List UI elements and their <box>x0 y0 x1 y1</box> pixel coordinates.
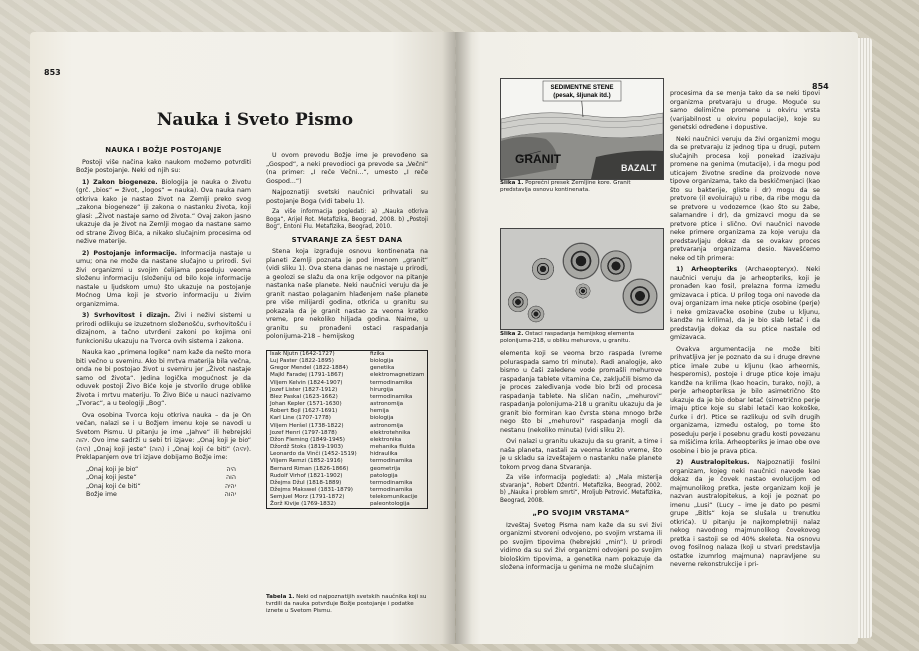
figure-2-caption-text: Ostaci raspadanja hemijskog elementa polonijuma-218, u obliku mehurova, u granitu. <box>500 331 635 345</box>
polonium-halo <box>599 249 633 283</box>
text-dizajn: Živi i neživi sistemi u prirodi odlikuju se izuzetnom složenošću, svrhovitošću i dizajnom, a tačno utvrđeni zakoni po kojima oni funkcionišu ukazuju na Tvorca ovih sistema i zakona. <box>76 312 252 345</box>
section-heading-vrste: „PO SVOJIM VRSTAMA“ <box>532 509 630 517</box>
polonium-halo <box>561 241 601 281</box>
label-sedimentne-stene: SEDIMENTNE STENE <box>550 84 614 91</box>
scientist-name: Majkl Faradej (1791-1867) <box>270 372 344 379</box>
paragraph-arheopteriks <box>670 266 820 343</box>
polonium-halo <box>531 257 555 281</box>
table-row <box>267 437 427 444</box>
table-row <box>267 387 427 394</box>
divine-name-table <box>86 466 251 500</box>
lead-arheopteriks: 1) Arheopteriks <box>676 266 738 273</box>
scientist-name: Žorž Kivije (1769-1832) <box>270 501 336 508</box>
table-row <box>267 401 427 408</box>
scientist-name: Džon Fleming (1849-1945) <box>270 436 345 443</box>
scientist-name: Luj Paster (1822-1895) <box>270 358 334 365</box>
scientist-field: hidraulika <box>370 451 398 458</box>
scientist-field: elektrotehnika <box>370 429 411 436</box>
page-number-right: 854 <box>812 82 829 91</box>
figure-polonium-halos <box>500 228 664 330</box>
lead-biogeneza: 1) Zakon biogeneze. <box>82 178 158 186</box>
right-column-2 <box>670 90 820 573</box>
scientist-name: Karl Line (1707-1778) <box>270 415 331 422</box>
table-row <box>267 473 427 480</box>
scientist-field: geometrija <box>370 465 401 472</box>
paragraph-reference: Za više informacija pogledati: a) „Nauka otkriva Boga“, Arijel Rot. Metafizika, Beograd, 2008. b) „Postoji Bog“, Entoni Flu. Metafizika, Beograd, 2010. <box>266 209 428 230</box>
paragraph-argumentacija: Ovakva argumentacija ne može biti prihvatljiva jer je poznato da su i druge drevne ptice imale zube u kljunu (kao arheornis, hesperornis), postoje i druge ptice koje imaju kandže na krilima (kao hoacin, turako, noji), a perje arheopteriksa je bilo asimetrično što ukazuje da je bio dobar letač (simetrično perje imaju ptice koje su slabi letači kao kokoške, čurke i dr). Ptice se razlikuju od svih drugih organizama, između ostalog, po tome što poseduju perje i posebnu građu kosti povezanu sa mišićima krila. Arheopteriks je imao obe ove osobine i bio je prava ptica. <box>670 345 820 455</box>
scientist-field: hemija <box>370 408 389 415</box>
table-row <box>267 501 427 508</box>
page-edges <box>858 38 872 638</box>
figure-1-caption <box>500 180 662 194</box>
scientist-name: Robert Bojl (1627-1691) <box>270 408 338 415</box>
scientist-field: biologija <box>370 415 394 422</box>
table-row <box>267 430 427 437</box>
paragraph-australopitekus <box>670 459 820 570</box>
scientist-field: astronomija <box>370 401 404 408</box>
scientist-name: Džejms Makswel (1831-1879) <box>270 486 353 493</box>
label-pesak-sljunak: (pesak, šljunak itd.) <box>553 92 611 99</box>
open-book <box>30 32 872 644</box>
section-heading-stvaranje: STVARANJE ZA ŠEST DANA <box>291 235 403 244</box>
polonium-halo <box>507 291 529 313</box>
verse-text: Božje ime <box>86 491 117 498</box>
page-number-left: 853 <box>44 68 61 77</box>
table-row <box>267 380 427 387</box>
lead-dizajn: 3) Svrhovitost i dizajn. <box>82 312 171 319</box>
chapter-title: Nauka i Sveto Pismo <box>156 110 354 130</box>
scientist-name: Semjuel Morz (1791-1872) <box>270 494 345 501</box>
scientist-name: Rudolf Virhof (1821-1902) <box>270 472 343 479</box>
paragraph-nalazi: Ovi nalazi u granitu ukazuju da su granit, a time i naša planeta, nastali za veoma kratko vreme, što je u skladu sa izveštajem o nastanku naše planete tokom prvog dana Stvaranja. <box>500 438 662 471</box>
scientist-field: termodinamika <box>370 379 413 386</box>
scientist-field: hirurgija <box>370 386 394 393</box>
scientist-name: Leonardo da Vinči (1452-1519) <box>270 451 357 458</box>
table-row <box>267 358 427 365</box>
verse-text: „Onaj koji je bio“ <box>86 465 139 473</box>
paragraph-reference-2: Za više informacija pogledati: a) „Mala misterija stvaranja“, Robert Džentri. Metafizika, Beograd, 2002. b) „Nauka i problem smrti“, Mroljub Petrović. Metafizika, Beograd, 2008. <box>500 475 662 504</box>
scientist-name: Viljem Kelvin (1824-1907) <box>270 379 343 386</box>
table-row <box>267 466 427 473</box>
paragraph-logika: Nauka kao „primena logike“ nam kaže da nešto mora biti večno u svemiru. Ako bi mrtva materija bila večna, onda ne bi postojao život u svemiru jer „Život nastaje samo od života“. Jedina logička mogućnost je da oduvek postoji Živo Biće koje je stvorilo druge oblike života i mrtvu materiju. To Živo Biće u nauci nazivamo „Tvorac“, a u teologiji „Bog“. <box>76 349 251 407</box>
lead-australopitekus: 2) Australopitekus. <box>676 459 750 466</box>
verse-hebrew: הוה <box>226 474 236 481</box>
label-bazalt: BAZALT <box>621 163 657 173</box>
text-informacija: Informacija nastaje u umu; ona ne može da nastane slučajno u prirodi. Svi živi organizmi u svojim ćelijama poseduju veoma složenu informaciju (složeniju od bilo koje informacije nastale u ljudskom umu) što ukazuje na postojanje Moćnog Uma koji je stvorio informaciju u živim organizmima. <box>76 249 251 308</box>
scientist-field: termodinamika <box>370 458 413 465</box>
paragraph-polonijum: elementa koji se veoma brzo raspada (vreme poluraspada samo tri minute). Radi analogije, ako bismo u čaši zaledene vode promašli mehurove raspadanja tablete vitamina Ce, zaključili bismo da je proces zaleđivanja vode bio brži od procesa raspadanja tablete. Na sličan način, „mehurovi“ raspadanja polonijuma-218 u granitu ukazuju da je granit bio formiran kao čvrsta stena mnogo brže nego što bi „mehurovi“ raspadanja mogli da nestanu (nekoliko minuta) (vidi sliku 2). <box>500 350 662 434</box>
scientist-field: elektromagnetizam <box>370 372 425 379</box>
scientist-field: elektronika <box>370 436 402 443</box>
left-column-1 <box>76 142 251 500</box>
polonium-halo <box>621 277 659 315</box>
paragraph-jahve: Ova osobina Tvorca koju otkriva nauka – da je On večan, nalazi se i u Božjem imenu koje se navodi u Svetom Pismu. U pitanju je ime „Jahve“ ili hebrejski יהוה. Ovo ime sadrži u sebi tri izjave: „Onaj koji je bio“ (היה) „Onaj koji jeste“ (הוה) i „Onaj koji će biti“ (יהיה). Preklapanjem ove tri izjave dobijamo Božje ime: <box>76 411 251 461</box>
paragraph-intro: Postoji više načina kako naukom možemo potvrditi Božje postojanje. Neki od njih su: <box>76 158 251 174</box>
table-caption-text: Neki od najpoznatijih svetskih naučnika koji su tvrdili da nauka potvrđuje Božje postojanje i podatke iznete u Svetom Pismu. <box>266 594 427 615</box>
polonium-halo <box>575 283 591 299</box>
scientist-field: paleontologija <box>370 501 410 508</box>
scientist-name: Džordž Stoks (1819-1903) <box>270 444 344 451</box>
section-heading-nauka: NAUKA I BOŽJE POSTOJANJE <box>105 146 222 154</box>
paragraph-naucnici: Najpoznatiji svetski naučnici prihvatali su postojanje Boga (vidi tabelu 1). <box>266 189 428 205</box>
crust-diagram-image <box>501 79 663 179</box>
scientist-field: biologija <box>370 358 394 365</box>
scientist-field: termodinamika <box>370 486 413 493</box>
scientist-name: Isak Njutn (1642-1727) <box>270 351 335 357</box>
table-caption-lead: Tabela 1. <box>266 594 295 600</box>
paragraph-procesi: procesima da se menja tako da se neki tipovi organizma pretvaraju u druge. Moguće su samo delimične promene u okviru vrsta (varijabilnost u okviru populacije), koje su genetski određene i dopustive. <box>670 90 820 131</box>
polonium-halo <box>527 305 545 323</box>
scientist-field: telekomunikacije <box>370 494 418 501</box>
label-granit: GRANIT <box>515 152 561 166</box>
table-row <box>267 365 427 372</box>
verse-row <box>86 491 236 500</box>
left-column-2 <box>266 152 428 345</box>
paragraph-informacija <box>76 250 251 310</box>
scientist-name: Džejms Džul (1818-1889) <box>270 479 342 486</box>
table-row <box>267 451 427 458</box>
right-column-1 <box>500 350 662 576</box>
verse-text: „Onaj koji će biti“ <box>86 482 141 490</box>
scientist-field: fizika <box>370 351 385 357</box>
table-row <box>267 394 427 401</box>
scientist-field: mehanika fluida <box>370 444 415 451</box>
paragraph-mutacije: Neki naučnici veruju da živi organizmi mogu da se pretvaraju iz jednog tipa u drugi, putem slučajnih procesa koji ponekad izazivaju promene na genima (mutacije), i da mogu pod uticajem životne sredine da proizvode nove tipove organizama, tako da beskičmenjaci (kao što su bakterije, gliste i dr) mogu da se pretvore (il evoluiraju) u ribe, da ribe mogu da se pretvore u vodozemce (kao što su žabe, salamandre i dr), da gmizavci mogu da se pretvore ptice i slično. Ovi naučnici navode neke primere organizama za koje veruju da predstavljaju dokaz da se ovakav proces pretvaranja organizama desio. Navešćemo neke od tih primera: <box>670 135 820 262</box>
verse-hebrew: היה <box>226 465 236 473</box>
table-row <box>267 372 427 379</box>
table-row <box>267 458 427 465</box>
table-caption <box>266 594 428 616</box>
scientists-table <box>266 350 428 509</box>
table-row <box>267 487 427 494</box>
table-row <box>267 423 427 430</box>
figure-earth-crust <box>500 78 664 180</box>
scientist-name: Bernard Riman (1826-1866) <box>270 465 349 472</box>
scientist-field: termodinamika <box>370 393 413 400</box>
scientist-name: Jozef Henri (1797-1878) <box>270 429 337 436</box>
scientist-name: Johan Kepler (1571-1630) <box>270 401 342 408</box>
figure-2-caption <box>500 331 662 345</box>
verse-row <box>86 474 236 483</box>
paragraph-dizajn <box>76 312 251 346</box>
figure-1-caption-lead: Slika 1. <box>500 180 524 186</box>
paragraph-biogeneza <box>76 179 251 247</box>
scientist-name: Viljem Remzi (1852-1916) <box>270 458 343 465</box>
paragraph-granit: Stena koja izgrađuje osnovu kontinenata na planeti Zemlji poznata je pod imenom „granit“ (vidi sliku 1). Ova stena danas ne nastaje u prirodi, a geolozi se slažu da ona krije odgovor na pitanje nastanka naše planete. Neki naučnici veruju da je granit nastao polaganim hlađenjem naše planete pre više milijardi godina, otkrića u granitu su pokazala da je granit nastao za veoma kratko vreme, pre nekoliko hiljada godina. Naime, u granitu su pronađeni ostaci raspadanja polonijuma-218 – hemijskog <box>266 248 428 340</box>
text-arheopteriks: (Archaeopteryx). Neki naučnici veruju da je arheopteriks, koji je pronađen kao fosil, prelazna forma između gmizavaca i ptica. U prilog toga oni navode da ovaj organizam ima neke pticje osobine (perje) i neke gmizavačke osobine (zube u kljunu, kandže na krilima), da je bio slab letač i da predstavlja dokaz da su ptice nastale od gmizavaca. <box>670 266 821 341</box>
figure-1-caption-text: Poprečni presek Zemljine kore. Granit predstavlja osnovu kontinenata. <box>500 180 631 194</box>
paragraph-prevod: U ovom prevodu Božje ime je prevođeno sa „Gospod“, a neki prevodioci ga prevode sa „Večni“ (na primer: „I reče Večni...“, umesto „I reče Gospod...“) <box>266 152 428 185</box>
verse-hebrew: יהוה <box>224 491 236 498</box>
left-page <box>30 32 455 644</box>
table-row <box>267 415 427 422</box>
paragraph-vrste: Izveštaj Svetog Pisma nam kaže da su svi živi organizmi stvoreni odvojeno, po svojim vrstama ili po svojim tipovima (hebrejski „min“). U prirodi vidimo da su svi živi organizmi odvojeni po svojim biološkim tipovima, a genetika nam pokazuje da složena informacija u genima ne može slučajnim <box>500 521 662 571</box>
scientist-name: Gregor Mendel (1822-1884) <box>270 365 348 372</box>
figure-2-caption-lead: Slika 2. <box>500 331 524 337</box>
verse-text: „Onaj koji jeste“ <box>86 474 137 481</box>
table-row <box>267 351 427 358</box>
scientist-name: Viljem Heršel (1738-1822) <box>270 422 344 429</box>
scientist-name: Jozef Lister (1827-1912) <box>270 386 338 393</box>
scientist-name: Blez Paskal (1623-1662) <box>270 393 338 400</box>
verse-hebrew: יהיה <box>224 482 236 490</box>
verse-row <box>86 466 236 475</box>
right-page <box>456 32 858 644</box>
scientist-field: astronomija <box>370 422 404 429</box>
scientist-field: termodinamika <box>370 479 413 486</box>
table-row <box>267 408 427 415</box>
scientist-field: genetika <box>370 365 395 372</box>
lead-informacija: 2) Postojanje informacije. <box>82 249 178 257</box>
scientist-field: patologija <box>370 472 398 479</box>
text-australopitekus: Najpoznatiji fosilni organizam, kojeg neki naučnici navode kao dokaz da je čovek nastao evolucijom od majmunolikog pretka, jeste organizam koji je nazvan australopitekus, a koji je poznat po imenu „Lusi“ (Lucy – ime je dato po pesmi grupe „Bitls“ koja se slušala u trenutku otkrića). U pitanju je najkompletniji nalaz nekog navodnog majmunolikog čovekovog pretka i sastoji se od 40% skeleta. Na osnovu ovog fosilnog nalaza (koji u stvari predstavlja ostatke izumrlog majmuna) napravljene su neverne rekonstrukcije i pri- <box>670 459 820 568</box>
verse-row <box>86 483 236 492</box>
text-biogeneza: Biologija je nauka o životu (grč. „bios“ = život, „logos“ = nauka). Ova nauka nam otkriva kako je nastao život na Zemlji preko svog „zakona biogeneze“ iji zakona o nastanku života, koji glasi: „Život nastaje samo od života.“ Ovaj zakon jasno ukazuje da je život na Zemlji mogao da nastane samo od strane Živog Bića, a nikako slučajnim procesima od nežive materije. <box>76 178 251 245</box>
table-row <box>267 480 427 487</box>
